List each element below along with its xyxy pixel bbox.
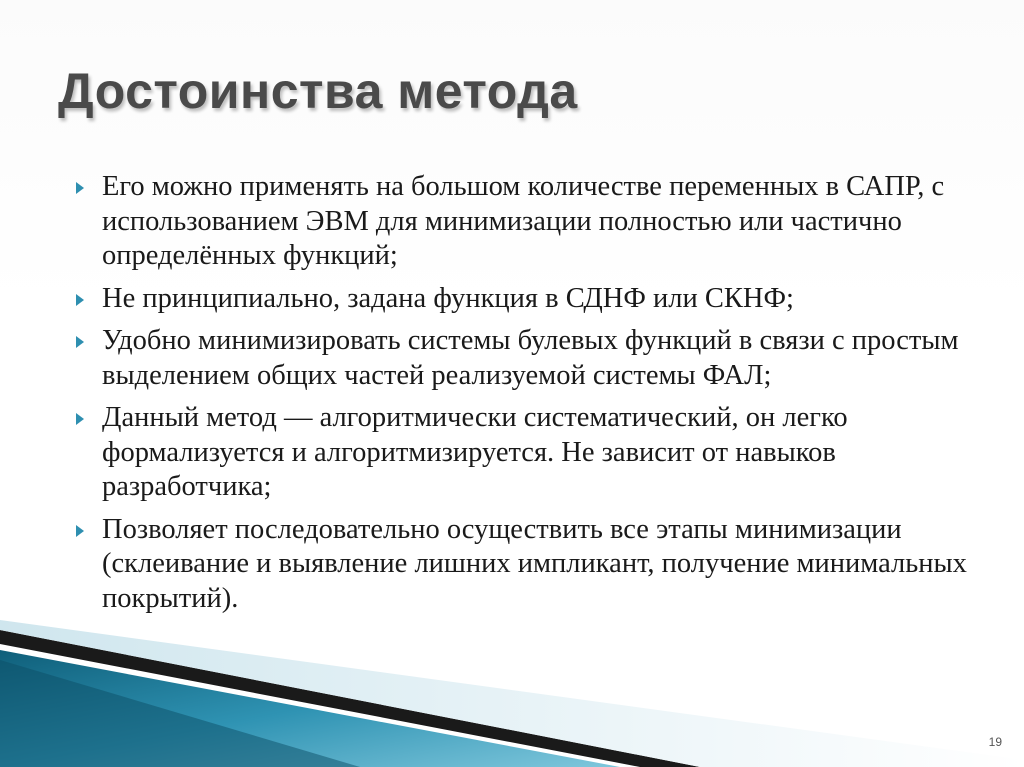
triangle-right-icon: [74, 412, 86, 426]
bullet-item: [72, 324, 972, 393]
triangle-right-icon: [74, 524, 86, 538]
bullet-text: Позволяет последовательно осуществить все этапы минимизации (склеивание и выявление лишних импликант, получение минимальных покрытий).: [102, 513, 967, 614]
page-number: 19: [988, 735, 1002, 749]
slide-title: Достоинства метода: [58, 63, 578, 119]
wave-decoration: [0, 600, 1024, 767]
bullet-text: Не принципиально, задана функция в СДНФ или СКНФ;: [102, 282, 794, 314]
bullet-text: Его можно применять на большом количестве переменных в САПР, с использованием ЭВМ для минимизации полностью или частично определённых функций;: [102, 171, 945, 271]
bullet-item: [72, 170, 972, 274]
triangle-right-icon: [74, 293, 86, 307]
bullet-item: [72, 401, 972, 505]
bullet-list: [72, 170, 972, 624]
bullet-text: Данный метод — алгоритмически систематический, он легко формализуется и алгоритмизируется. Не зависит от навыков разработчика;: [102, 402, 848, 502]
bullet-text: Удобно минимизировать системы булевых функций в связи с простым выделением общих частей реализуемой системы ФАЛ;: [102, 325, 959, 391]
triangle-right-icon: [74, 335, 86, 349]
triangle-right-icon: [74, 181, 86, 195]
bullet-item: [72, 282, 972, 317]
